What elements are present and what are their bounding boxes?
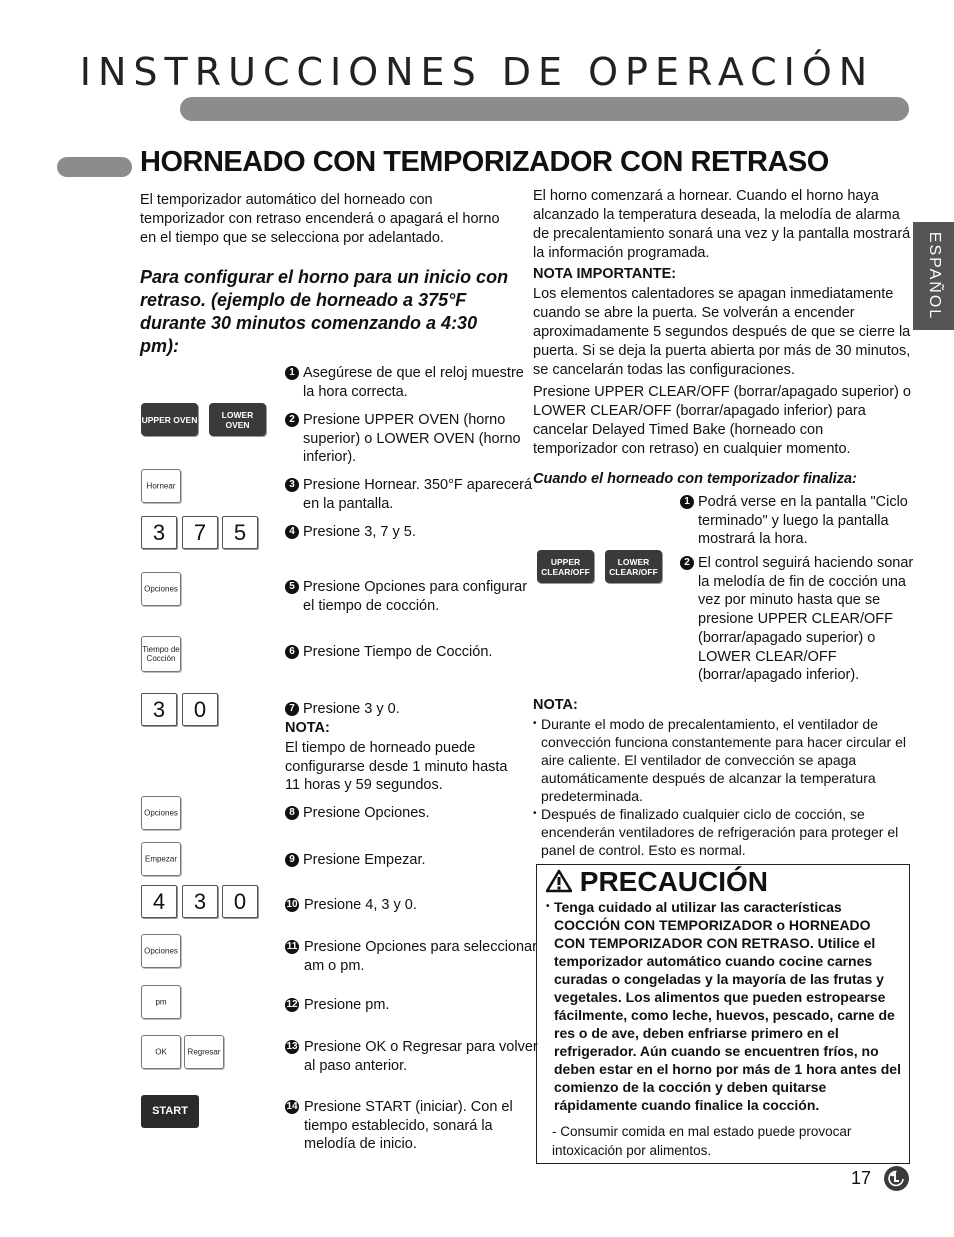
step-item <box>285 851 538 870</box>
step-text: El control seguirá haciendo sonar la melodía de fin de cocción una vez por minuto hasta que se presione UPPER CLEAR/OFF (borrar/apagado superior) o LOWER CLEAR/OFF (borrar/apagado inferior). <box>698 555 914 684</box>
step-number: 7 <box>285 702 299 716</box>
header-bar <box>180 97 909 121</box>
opciones-key[interactable] <box>141 934 181 968</box>
hornear-key[interactable] <box>141 469 181 503</box>
number-key[interactable]: 3 <box>182 885 218 918</box>
step-text: Presione pm. <box>304 997 390 1013</box>
opciones-key-label: Opciones <box>144 946 178 956</box>
empezar-key[interactable] <box>141 842 181 876</box>
step-text: Asegúrese de que el reloj muestre la hora correcta. <box>303 365 524 400</box>
number-key[interactable]: 5 <box>222 516 258 549</box>
step-text: Presione 3, 7 y 5. <box>303 524 416 540</box>
step-number: 9 <box>285 853 299 867</box>
step-text: Podrá verse en la pantalla "Ciclo terminado" y luego la pantalla mostrará la hora. <box>698 494 908 548</box>
ok-key[interactable] <box>141 1035 181 1069</box>
empezar-key-label: Empezar <box>144 854 177 864</box>
opciones-key[interactable] <box>141 796 181 830</box>
step-number: 3 <box>285 478 299 492</box>
step-text: Presione Hornear. 350°F aparecerá en la pantalla. <box>303 477 533 512</box>
intro-paragraph: El temporizador automático del horneado con temporizador con retraso encenderá o apagará el horno en el tiempo que se selecciona por adelantado. <box>140 192 500 246</box>
caution-heading <box>546 866 768 898</box>
step-text: Presione Tiempo de Cocción. <box>303 644 493 660</box>
step-text: Presione Opciones. <box>303 805 430 821</box>
step-number: 5 <box>285 580 299 594</box>
step-item <box>285 1098 539 1154</box>
lower-oven-key[interactable] <box>209 403 266 436</box>
regresar-key[interactable] <box>184 1035 224 1069</box>
step-text: Presione 3 y 0. <box>303 701 400 717</box>
notes-list <box>533 715 911 859</box>
step-item <box>285 578 538 615</box>
lower-clear-off-label: LOWER CLEAR/OFF <box>609 556 658 577</box>
step-number: 12 <box>286 999 298 1010</box>
upper-oven-key-label: UPPER OVEN <box>141 414 198 425</box>
number-key[interactable]: 4 <box>141 885 177 918</box>
step-item <box>285 523 538 542</box>
caution-title: PRECAUCIÓN <box>579 866 769 897</box>
number-key[interactable]: 0 <box>182 693 218 726</box>
opciones-key-label: Opciones <box>144 584 178 594</box>
step-item <box>285 476 538 513</box>
step-item <box>285 1038 539 1075</box>
pm-key[interactable] <box>141 985 181 1019</box>
pm-key-label: pm <box>155 997 167 1007</box>
finish-step <box>680 493 926 549</box>
page-header-title: INSTRUCCIONES DE OPERACIÓN <box>79 50 875 94</box>
warning-icon <box>546 869 572 893</box>
config-heading: Para configurar el horno para un inicio con retraso. (ejemplo de horneado a 375°F durante 30 minutos comenzando a 4:30 pm): <box>140 267 509 356</box>
lower-oven-key-label: LOWER OVEN <box>221 409 254 430</box>
start-key[interactable]: START <box>141 1095 199 1128</box>
caution-bullet: • Tenga cuidado al utilizar las características COCCIÓN CON TEMPORIZADOR o HORNEADO CON TEMPORIZADOR CON RETRASO. Utilice el temporizador automático cuando cocine carnes curadas o congeladas y la mayoría de las frutas y vegetales. Los alimentos que pueden estropearse fácilmente, como leche, huevos, pescado, carne de res o de ave, deben enfriarse primero en el refrigerador. Aún cuando se encuentren fríos, no deben estar en el horno por más de 1 hora antes del comienzo de la cocción y deben quitarse rápidamente cuando finalice la cocción. <box>546 898 901 1114</box>
step-number: 14 <box>286 1101 298 1112</box>
regresar-key-label: Regresar <box>187 1047 221 1057</box>
important-text: Los elementos calentadores se apagan inmediatamente cuando se abre la puerta. Se volverán a encender aproximadamente 5 segundos después de que se cierre la puerta. Si se deja la puerta abierta por más de 30 minutos, se cancelarán todas las configuraciones. <box>533 286 911 378</box>
language-tab-label: ESPAÑOL <box>925 231 943 321</box>
lg-logo-icon <box>884 1166 909 1191</box>
step-item <box>285 364 538 401</box>
step-number: 4 <box>285 525 299 539</box>
upper-clear-off-key[interactable] <box>537 550 594 583</box>
section-title: HORNEADO CON TEMPORIZADOR CON RETRASO <box>140 146 829 178</box>
note-label: NOTA: <box>285 720 330 736</box>
opciones-key-label: Opciones <box>144 808 178 818</box>
step-number: 13 <box>286 1041 298 1052</box>
upper-clear-off-label: UPPER CLEAR/OFF <box>541 556 590 577</box>
step-number: 2 <box>285 413 299 427</box>
hornear-key-label: Hornear <box>146 481 176 491</box>
tiempo-coccion-key-label: Tiempo de Cocción <box>142 645 180 663</box>
tiempo-coccion-key[interactable] <box>141 636 181 672</box>
step-number: 2 <box>680 556 694 570</box>
cancel-text: Presione UPPER CLEAR/OFF (borrar/apagado superior) o LOWER CLEAR/OFF (borrar/apagado inferior) para cancelar Delayed Timed Bake (horneado con temporizador con retraso) en cualquier momento. <box>533 384 911 457</box>
step-item <box>285 411 538 467</box>
note-item: • Durante el modo de precalentamiento, el ventilador de convección funciona constantemente para hacer circular el aire caliente. El ventilador de convección se apaga automáticamente después de alcanzar la temperatura predeterminada. <box>533 715 911 805</box>
section-pill <box>57 157 132 177</box>
page-number: 17 <box>851 1168 872 1188</box>
step-text: Presione 4, 3 y 0. <box>304 897 417 913</box>
important-label: NOTA IMPORTANTE: <box>533 266 677 282</box>
step-number: 8 <box>285 806 299 820</box>
ok-key-label: OK <box>155 1047 167 1057</box>
upper-oven-key[interactable] <box>141 403 198 436</box>
number-key[interactable]: 3 <box>141 693 177 726</box>
finish-heading: Cuando el horneado con temporizador finaliza: <box>533 471 857 487</box>
step-number: 10 <box>286 899 298 910</box>
lg-logo-mark <box>884 1166 909 1191</box>
step-text: Presione START (iniciar). Con el tiempo establecido, sonará la melodía de inicio. <box>304 1099 513 1153</box>
note-text: El tiempo de horneado puede configurarse desde 1 minuto hasta 11 horas y 59 segundos. <box>285 740 508 794</box>
opciones-key[interactable] <box>141 572 181 606</box>
step-item <box>285 700 538 719</box>
step-text: Presione UPPER OVEN (horno superior) o LOWER OVEN (horno inferior). <box>303 412 521 466</box>
step-item <box>285 996 539 1015</box>
step-number: 11 <box>286 941 298 952</box>
right-note-label: NOTA: <box>533 697 578 713</box>
step-item <box>285 804 538 823</box>
step-number: 1 <box>285 366 299 380</box>
step-text: Presione Empezar. <box>303 852 426 868</box>
finish-step <box>680 554 926 685</box>
number-key[interactable]: 0 <box>222 885 258 918</box>
step-item <box>285 938 539 975</box>
number-key[interactable]: 3 <box>141 516 177 549</box>
language-tab <box>913 222 954 330</box>
step-number: 1 <box>680 495 694 509</box>
caution-note: - Consumir comida en mal estado puede provocar intoxicación por alimentos. <box>552 1124 852 1158</box>
step-item <box>285 896 539 915</box>
step-number: 6 <box>285 645 299 659</box>
step-text: Presione Opciones para configurar el tiempo de cocción. <box>303 579 528 614</box>
right-intro: El horno comenzará a hornear. Cuando el horno haya alcanzado la temperatura deseada, la melodía de alarma de precalentamiento sonará una vez y la pantalla mostrará la información programada. <box>533 188 911 261</box>
step-text: Presione Opciones para seleccionar am o pm. <box>304 939 537 974</box>
number-key[interactable]: 7 <box>182 516 218 549</box>
note-item: • Después de finalizado cualquier ciclo de cocción, se encenderán ventiladores de refrigeración para proteger el panel de control. Esto es normal. <box>533 805 911 859</box>
step-item <box>285 643 538 662</box>
step-text: Presione OK o Regresar para volver al paso anterior. <box>304 1039 538 1074</box>
caution-text <box>546 898 901 1114</box>
lower-clear-off-key[interactable] <box>605 550 662 583</box>
